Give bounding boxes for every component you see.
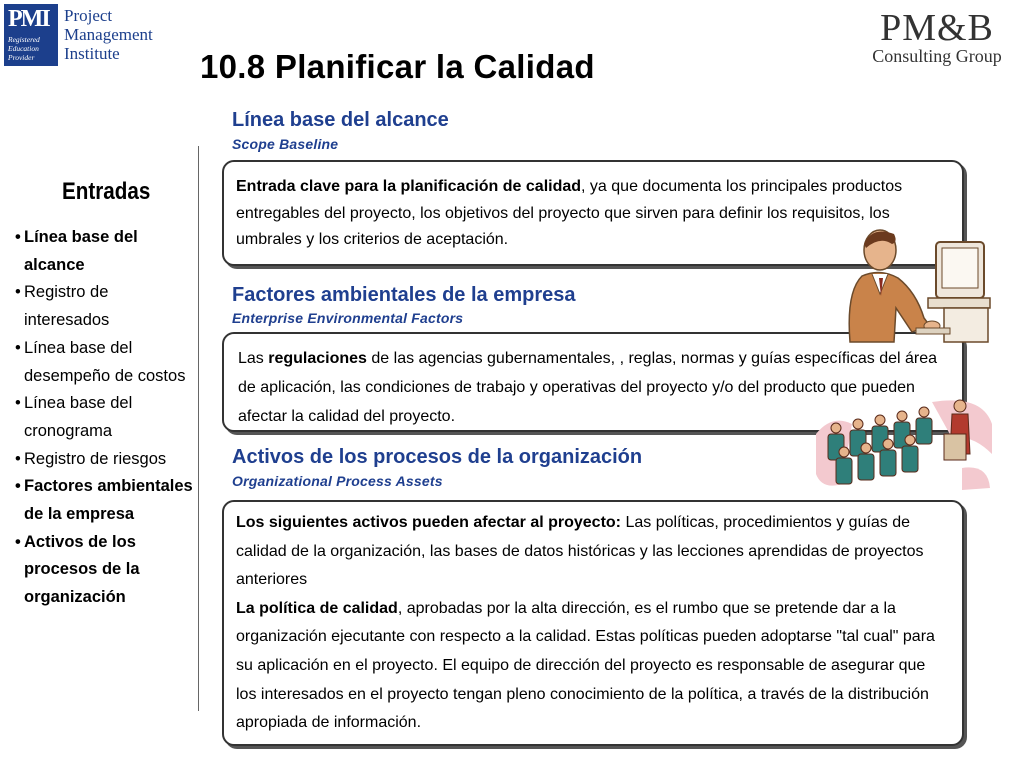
list-item: • Activos de los procesos de la organización [16,529,196,612]
environmental-factors-text: de las agencias gubernamentales, , reglas, normas y guías específicas del área de aplicación, las condiciones de trabajo y operativas del proyecto y/o del producto que pueden afectar la calidad del proyecto. [238,350,938,425]
process-assets-p1-lead: Los siguientes activos pueden afectar al proyecto: [236,514,621,531]
page-title: 10.8 Planificar la Calidad [200,48,595,85]
quality-policy-text: , aprobadas por la alta dirección, es el rumbo que se pretende dar a la organización ejecutante con respecto a la calidad. Estas políticas pueden adoptarse "tal cual" para su aplicación en el proyecto. El equipo de dirección del proyecto es responsable de asegurar que los interesados en el proyecto tengan pleno conocimiento de la política, a través de la distribución apropiada de información. [236,599,935,732]
process-assets-paragraph [236,509,950,595]
pmi-mark-subtext: Education [8,44,39,53]
list-item: • Línea base del alcance [16,224,196,279]
section-subtitle-scope-baseline: Scope Baseline [232,136,339,152]
pmb-logo [862,8,1012,70]
section-title-process-assets: Activos de los procesos de la organización [232,446,643,468]
quality-policy-lead: La política de calidad [236,599,398,617]
section-subtitle-environmental-factors: Enterprise Environmental Factors [232,310,464,326]
pmi-logo [4,4,152,66]
process-assets-box [222,500,964,746]
pmi-word: Management [64,25,153,44]
pmi-mark-subtext: Provider [8,53,35,62]
column-divider [198,146,199,711]
list-item: • Línea base del cronograma [16,390,196,445]
pmi-word: Project [64,6,113,25]
environmental-factors-bold: regulaciones [268,350,367,367]
list-item: • Factores ambientales de la empresa [16,473,196,528]
inputs-heading: Entradas [62,178,151,205]
process-assets-p1-text: Las políticas, procedimientos y guías de calidad de la organización, las bases de datos históricas y las lecciones aprendidas de proyectos anteriores [236,514,924,589]
quality-policy-paragraph [236,595,950,738]
pmi-mark-text: PMI [8,6,49,32]
list-item: • Línea base del desempeño de costos [16,335,196,390]
section-title-environmental-factors: Factores ambientales de la empresa [232,284,576,306]
scope-baseline-lead: Entrada clave para la planificación de calidad [236,178,582,195]
pmb-logo-name: PM&B [880,7,994,49]
inputs-list [16,224,196,612]
pmi-wordmark [64,6,153,63]
pmi-mark [4,4,58,66]
list-item: • Registro de interesados [16,279,196,334]
meeting-presentation-illustration [812,394,996,498]
environmental-factors-pre: Las [238,350,269,367]
pmb-logo-subtitle: Consulting Group [872,46,1002,66]
scope-baseline-text: , ya que documenta los principales productos entregables del proyecto, los objetivos del proyecto que sirven para definir los requisitos, los umbrales y los criterios de aceptación. [236,178,903,248]
pmi-mark-subtext: Registered [8,35,40,44]
businessman-computer-illustration [832,222,992,350]
list-item: • Registro de riesgos [16,446,196,474]
section-title-scope-baseline: Línea base del alcance [232,109,449,131]
pmi-word: Institute [64,44,120,63]
section-subtitle-process-assets: Organizational Process Assets [232,473,443,489]
